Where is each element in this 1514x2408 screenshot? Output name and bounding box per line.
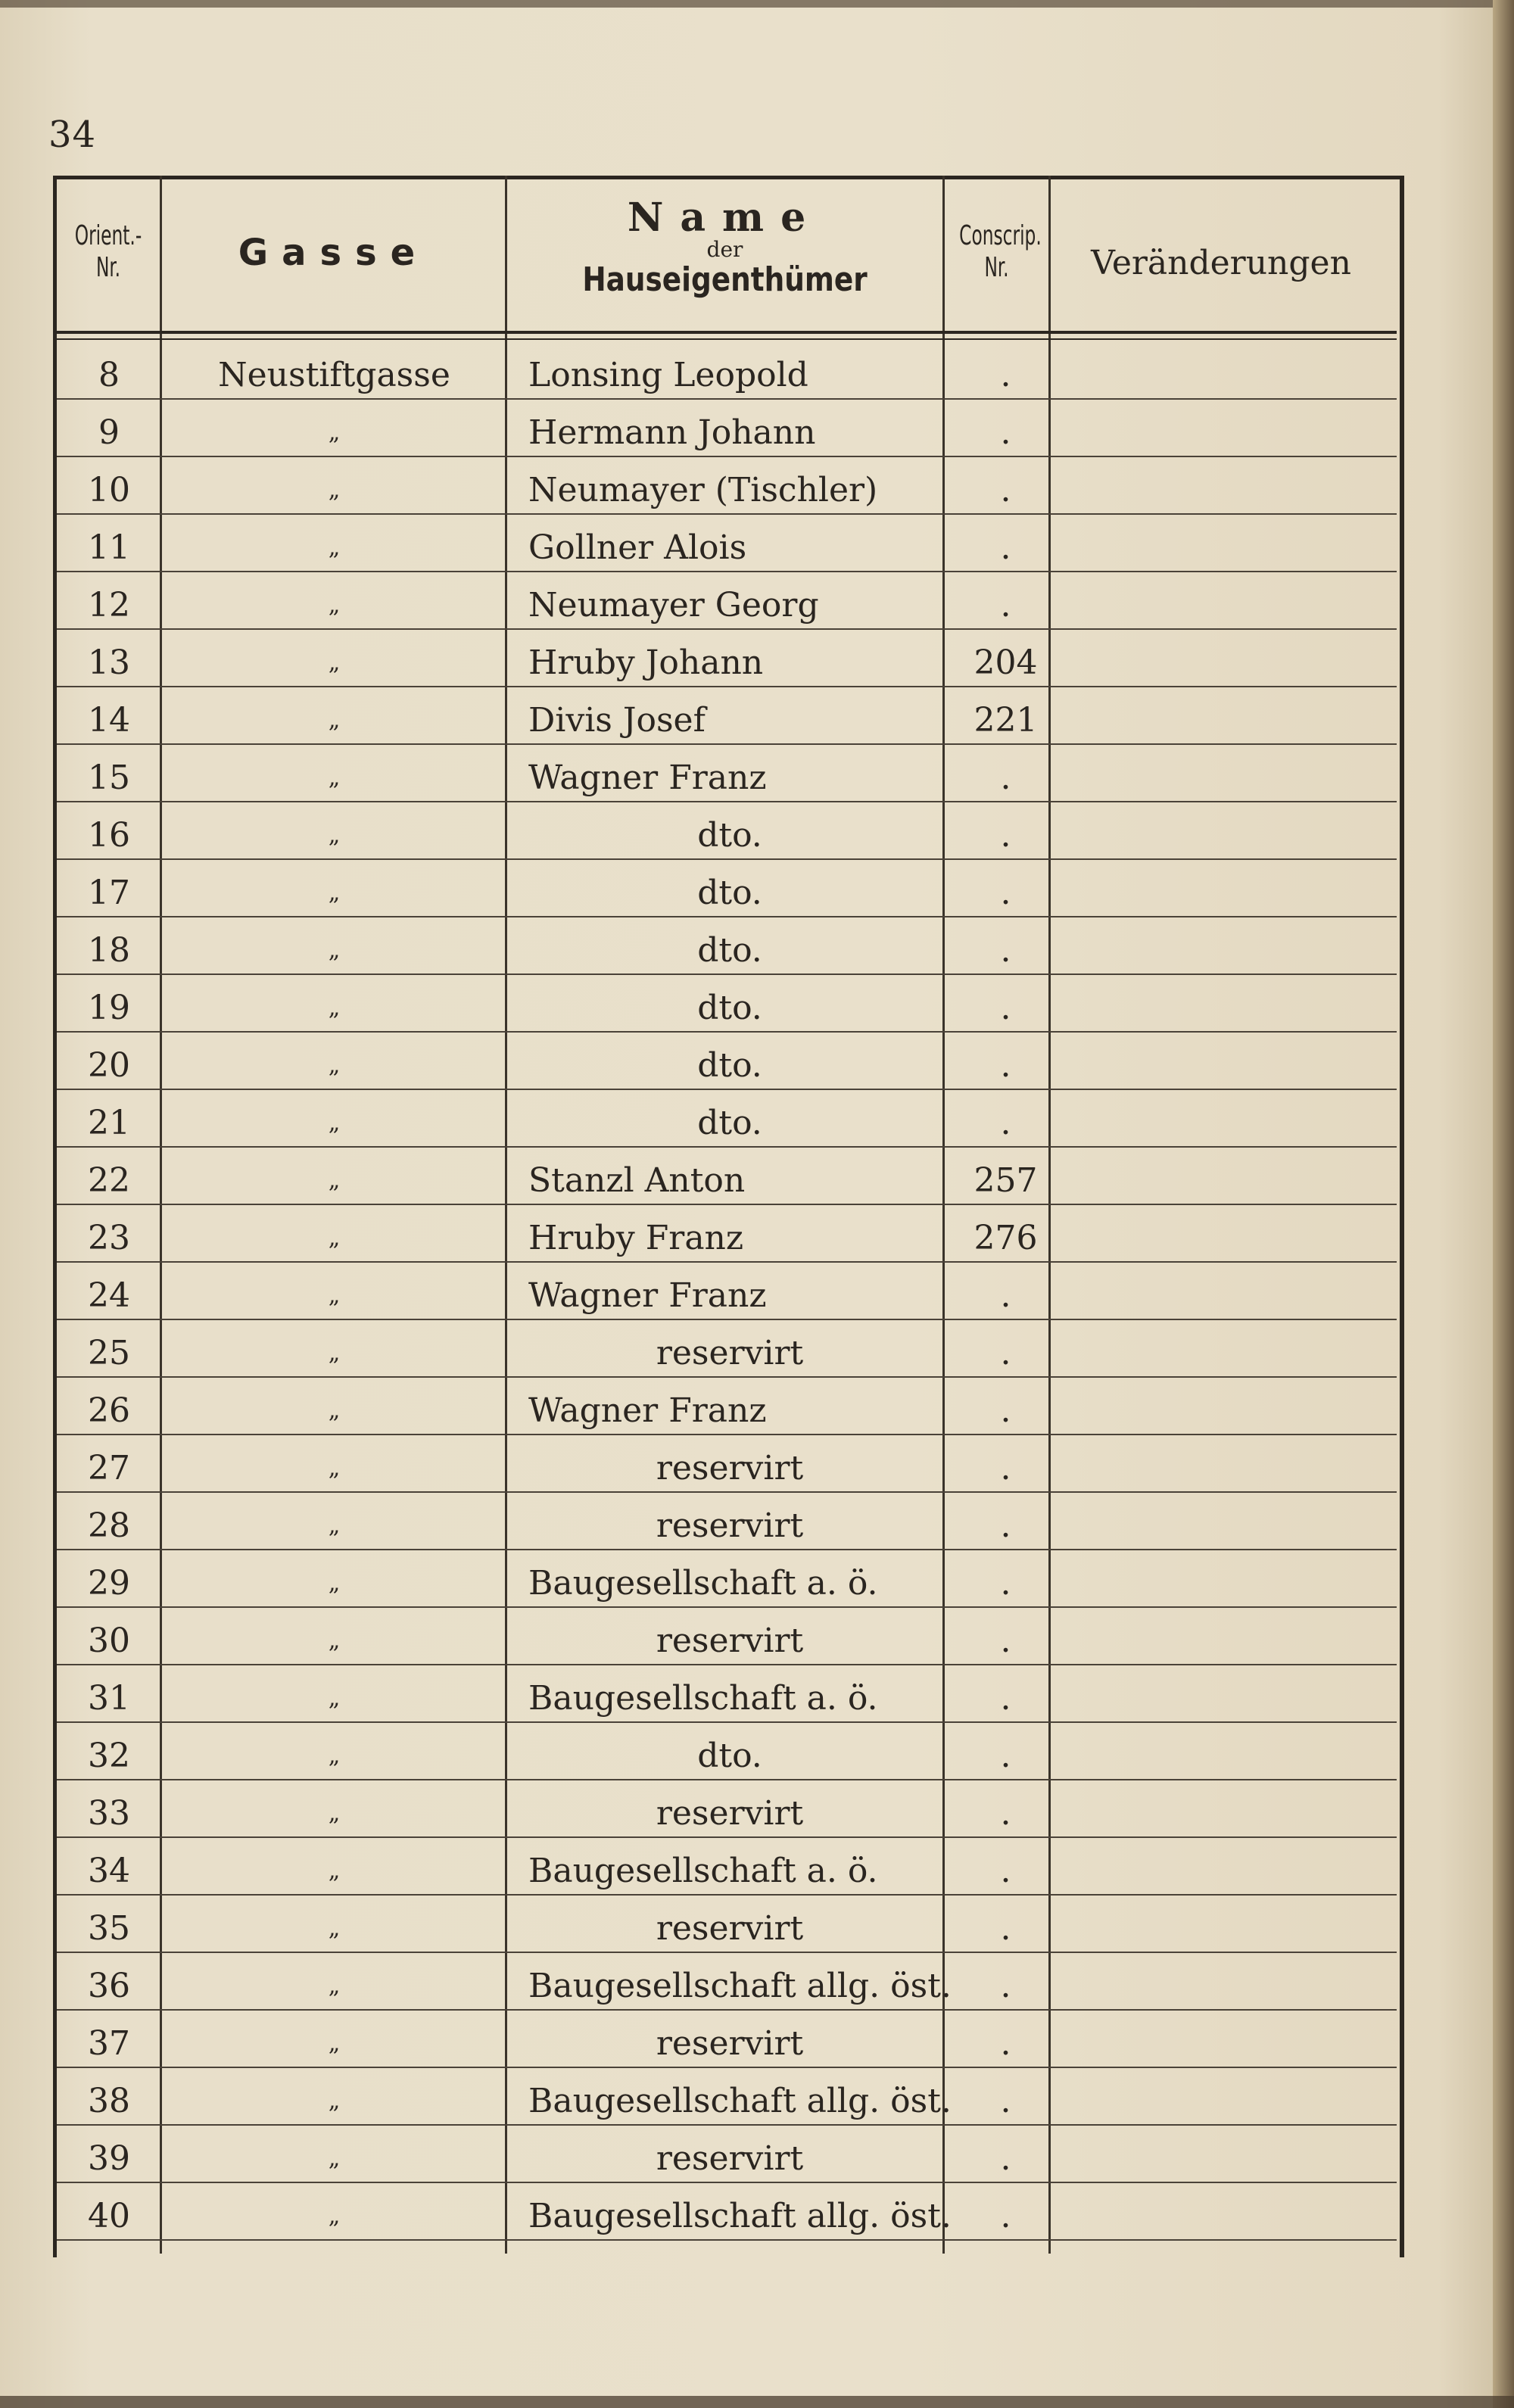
cell-veraenderungen <box>1059 1723 1397 1779</box>
cell-owner-name: Hermann Johann <box>528 413 816 452</box>
cell-conscrip-nr: . <box>1000 2197 1011 2235</box>
cell-gasse: „ <box>328 2203 341 2229</box>
cell-owner-name: dto. <box>697 1046 762 1085</box>
header-orient <box>71 220 145 283</box>
cell-owner-name: Wagner Franz <box>528 1391 767 1430</box>
cell-veraenderungen <box>1059 1953 1397 2009</box>
table-row <box>57 1723 1397 1780</box>
cell-owner-name: Wagner Franz <box>528 1276 767 1315</box>
cell-conscrip-nr: . <box>1000 1679 1011 1718</box>
cell-gasse: „ <box>328 1052 341 1079</box>
cell-gasse: „ <box>328 765 341 791</box>
cell-veraenderungen <box>1059 1780 1397 1836</box>
table-row <box>57 457 1397 515</box>
cell-gasse: „ <box>328 1512 341 1539</box>
cell-orient-nr: 12 <box>88 586 130 625</box>
cell-veraenderungen <box>1059 1033 1397 1089</box>
table-row <box>57 975 1397 1033</box>
cell-orient-nr: 14 <box>88 701 130 740</box>
cell-gasse: „ <box>328 1397 341 1424</box>
table-row <box>57 917 1397 975</box>
cell-veraenderungen <box>1059 2126 1397 2182</box>
cell-veraenderungen <box>1059 1090 1397 1146</box>
cell-orient-nr: 39 <box>88 2139 130 2178</box>
table-row <box>57 342 1397 400</box>
cell-veraenderungen <box>1059 1896 1397 1952</box>
cell-conscrip-nr: . <box>1000 1391 1011 1430</box>
cell-owner-name: Baugesellschaft allg. öst. <box>528 1967 952 2005</box>
cell-orient-nr: 40 <box>88 2197 130 2235</box>
cell-orient-nr: 8 <box>98 356 120 394</box>
cell-conscrip-nr: . <box>1000 356 1011 394</box>
table-row <box>57 1896 1397 1953</box>
cell-gasse: „ <box>328 1570 341 1597</box>
page-right-edge <box>1493 0 1514 2408</box>
cell-veraenderungen <box>1059 1608 1397 1664</box>
cell-veraenderungen <box>1059 745 1397 801</box>
cell-conscrip-nr: . <box>1000 1449 1011 1487</box>
cell-gasse: „ <box>328 822 341 849</box>
cell-veraenderungen <box>1059 1838 1397 1894</box>
cell-conscrip-nr: . <box>1000 759 1011 797</box>
cell-conscrip-nr: . <box>1000 1276 1011 1315</box>
cell-gasse: „ <box>328 1455 341 1481</box>
cell-owner-name: Hruby Johann <box>528 643 764 682</box>
cell-veraenderungen <box>1059 1320 1397 1376</box>
table-row <box>57 1550 1397 1608</box>
cell-orient-nr: 10 <box>88 471 130 509</box>
header-conscrip-line1: Conscrip. <box>959 220 1042 251</box>
cell-conscrip-nr: . <box>1000 1564 1011 1603</box>
cell-conscrip-nr: . <box>1000 1104 1011 1142</box>
table-row <box>57 515 1397 572</box>
cell-owner-name: Baugesellschaft allg. öst. <box>528 2082 952 2120</box>
cell-conscrip-nr: . <box>1000 1334 1011 1372</box>
table-row <box>57 572 1397 630</box>
cell-owner-name: dto. <box>697 931 762 970</box>
cell-veraenderungen <box>1059 1435 1397 1491</box>
page-number: 34 <box>48 114 97 156</box>
cell-gasse: „ <box>328 1225 341 1251</box>
cell-owner-name: Hruby Franz <box>528 1219 744 1257</box>
header-name-line3: Hauseigenthümer <box>582 260 868 299</box>
cell-orient-nr: 21 <box>88 1104 130 1142</box>
cell-owner-name: reservirt <box>656 2139 804 2178</box>
table-row <box>57 1263 1397 1320</box>
cell-conscrip-nr: . <box>1000 931 1011 970</box>
cell-orient-nr: 38 <box>88 2082 130 2120</box>
cell-gasse: „ <box>328 1858 341 1884</box>
header-name-line1: Name <box>627 195 823 241</box>
cell-veraenderungen <box>1059 2068 1397 2124</box>
cell-orient-nr: 34 <box>88 1852 130 1890</box>
table-row <box>57 1838 1397 1896</box>
cell-owner-name: Baugesellschaft a. ö. <box>528 1564 878 1603</box>
table-row <box>57 860 1397 917</box>
cell-veraenderungen <box>1059 572 1397 628</box>
cell-owner-name: reservirt <box>656 1449 804 1487</box>
table-row <box>57 1320 1397 1378</box>
table-row <box>57 802 1397 860</box>
cell-conscrip-nr: . <box>1000 1967 1011 2005</box>
cell-orient-nr: 25 <box>88 1334 130 1372</box>
cell-owner-name: reservirt <box>656 2024 804 2063</box>
header-name <box>507 195 942 299</box>
cell-owner-name: Neumayer Georg <box>528 586 819 625</box>
cell-orient-nr: 33 <box>88 1794 130 1833</box>
cell-gasse: „ <box>328 880 341 906</box>
cell-orient-nr: 28 <box>88 1506 130 1545</box>
cell-conscrip-nr: . <box>1000 1909 1011 1948</box>
cell-owner-name: reservirt <box>656 1334 804 1372</box>
table-row <box>57 1780 1397 1838</box>
cell-veraenderungen <box>1059 1665 1397 1721</box>
cell-orient-nr: 17 <box>88 874 130 912</box>
cell-gasse: „ <box>328 1800 341 1827</box>
cell-conscrip-nr: . <box>1000 1506 1011 1545</box>
cell-conscrip-nr: . <box>1000 1621 1011 1660</box>
cell-gasse: „ <box>328 1110 341 1136</box>
cell-owner-name: reservirt <box>656 1909 804 1948</box>
cell-gasse: „ <box>328 477 341 503</box>
cell-orient-nr: 26 <box>88 1391 130 1430</box>
table-row <box>57 2126 1397 2183</box>
cell-veraenderungen <box>1059 1378 1397 1434</box>
cell-orient-nr: 30 <box>88 1621 130 1660</box>
cell-gasse: „ <box>328 419 341 446</box>
cell-veraenderungen <box>1059 1148 1397 1204</box>
cell-orient-nr: 27 <box>88 1449 130 1487</box>
cell-owner-name: Wagner Franz <box>528 759 767 797</box>
cell-owner-name: reservirt <box>656 1794 804 1833</box>
cell-owner-name: dto. <box>697 989 762 1027</box>
cell-owner-name: Lonsing Leopold <box>528 356 808 394</box>
cell-gasse: Neustiftgasse <box>218 356 450 394</box>
cell-gasse: „ <box>328 1167 341 1194</box>
cell-orient-nr: 32 <box>88 1737 130 1775</box>
table-row <box>57 2068 1397 2126</box>
header-orient-line1: Orient.- <box>74 220 142 251</box>
cell-conscrip-nr: . <box>1000 413 1011 452</box>
cell-owner-name: Neumayer (Tischler) <box>528 471 878 509</box>
cell-orient-nr: 19 <box>88 989 130 1027</box>
cell-owner-name: reservirt <box>656 1506 804 1545</box>
cell-gasse: „ <box>328 592 341 618</box>
cell-orient-nr: 11 <box>88 528 130 567</box>
table-row <box>57 745 1397 802</box>
cell-orient-nr: 15 <box>88 759 130 797</box>
cell-orient-nr: 36 <box>88 1967 130 2005</box>
cell-veraenderungen <box>1059 917 1397 973</box>
cell-conscrip-nr: . <box>1000 1852 1011 1890</box>
cell-orient-nr: 16 <box>88 816 130 855</box>
cell-owner-name: Divis Josef <box>528 701 706 740</box>
cell-conscrip-nr: 204 <box>974 643 1038 682</box>
table-row <box>57 1378 1397 1435</box>
cell-orient-nr: 22 <box>88 1161 130 1200</box>
cell-gasse: „ <box>328 650 341 676</box>
cell-veraenderungen <box>1059 457 1397 513</box>
cell-owner-name: Baugesellschaft a. ö. <box>528 1852 878 1890</box>
table-row <box>57 1665 1397 1723</box>
cell-owner-name: Baugesellschaft allg. öst. <box>528 2197 952 2235</box>
cell-gasse: „ <box>328 1685 341 1712</box>
cell-veraenderungen <box>1059 1493 1397 1549</box>
cell-orient-nr: 9 <box>98 413 120 452</box>
cell-gasse: „ <box>328 937 341 964</box>
cell-orient-nr: 13 <box>88 643 130 682</box>
cell-conscrip-nr: . <box>1000 471 1011 509</box>
cell-conscrip-nr: . <box>1000 989 1011 1027</box>
cell-veraenderungen <box>1059 400 1397 456</box>
cell-veraenderungen <box>1059 860 1397 916</box>
cell-veraenderungen <box>1059 975 1397 1031</box>
cell-conscrip-nr: . <box>1000 1737 1011 1775</box>
cell-orient-nr: 37 <box>88 2024 130 2063</box>
cell-gasse: „ <box>328 2088 341 2114</box>
cell-conscrip-nr: . <box>1000 1046 1011 1085</box>
header-rule-bottom <box>57 338 1397 340</box>
cell-orient-nr: 23 <box>88 1219 130 1257</box>
cell-orient-nr: 35 <box>88 1909 130 1948</box>
header-conscrip <box>959 220 1042 283</box>
cell-gasse: „ <box>328 1743 341 1769</box>
cell-veraenderungen <box>1059 2011 1397 2067</box>
cell-gasse: „ <box>328 1340 341 1366</box>
cell-owner-name: dto. <box>697 1737 762 1775</box>
table-row <box>57 630 1397 687</box>
cell-conscrip-nr: . <box>1000 874 1011 912</box>
cell-orient-nr: 18 <box>88 931 130 970</box>
cell-veraenderungen <box>1059 630 1397 686</box>
table-body <box>57 342 1397 2241</box>
cell-gasse: „ <box>328 1915 341 1942</box>
cell-gasse: „ <box>328 1628 341 1654</box>
table-row <box>57 1608 1397 1665</box>
cell-conscrip-nr: 221 <box>974 701 1038 740</box>
cell-orient-nr: 20 <box>88 1046 130 1085</box>
table-row <box>57 1435 1397 1493</box>
cell-gasse: „ <box>328 1973 341 1999</box>
cell-conscrip-nr: . <box>1000 528 1011 567</box>
table-row <box>57 400 1397 457</box>
cell-veraenderungen <box>1059 515 1397 571</box>
table-row <box>57 1090 1397 1148</box>
cell-conscrip-nr: . <box>1000 2139 1011 2178</box>
cell-veraenderungen <box>1059 342 1397 398</box>
cell-conscrip-nr: . <box>1000 2082 1011 2120</box>
cell-orient-nr: 24 <box>88 1276 130 1315</box>
cell-orient-nr: 31 <box>88 1679 130 1718</box>
cell-owner-name: reservirt <box>656 1621 804 1660</box>
cell-owner-name: dto. <box>697 874 762 912</box>
header-name-line2: der <box>706 237 743 262</box>
table-row <box>57 687 1397 745</box>
cell-veraenderungen <box>1059 687 1397 743</box>
header-conscrip-line2: Nr. <box>984 252 1009 283</box>
cell-owner-name: dto. <box>697 816 762 855</box>
table-row <box>57 2183 1397 2241</box>
header-gasse: Gasse <box>238 232 429 274</box>
cell-gasse: „ <box>328 1282 341 1309</box>
cell-owner-name: Gollner Alois <box>528 528 747 567</box>
cell-conscrip-nr: . <box>1000 2024 1011 2063</box>
page-top-edge <box>0 0 1514 8</box>
table-row <box>57 1033 1397 1090</box>
cell-owner-name: Baugesellschaft a. ö. <box>528 1679 878 1718</box>
cell-orient-nr: 29 <box>88 1564 130 1603</box>
cell-veraenderungen <box>1059 1263 1397 1319</box>
table-row <box>57 2011 1397 2068</box>
cell-veraenderungen <box>1059 1550 1397 1606</box>
table-row <box>57 1953 1397 2011</box>
table-row <box>57 1493 1397 1550</box>
header-rule-top <box>57 331 1397 334</box>
cell-conscrip-nr: 257 <box>974 1161 1038 1200</box>
cell-conscrip-nr: 276 <box>974 1219 1038 1257</box>
cell-conscrip-nr: . <box>1000 1794 1011 1833</box>
cell-veraenderungen <box>1059 2183 1397 2239</box>
cell-veraenderungen <box>1059 802 1397 858</box>
cell-gasse: „ <box>328 707 341 734</box>
cell-gasse: „ <box>328 2145 341 2172</box>
header-orient-line2: Nr. <box>95 252 121 283</box>
page-bottom-edge <box>0 2396 1514 2408</box>
cell-gasse: „ <box>328 2030 341 2057</box>
cell-owner-name: Stanzl Anton <box>528 1161 746 1200</box>
table-row <box>57 1205 1397 1263</box>
cell-conscrip-nr: . <box>1000 816 1011 855</box>
cell-gasse: „ <box>328 534 341 561</box>
cell-conscrip-nr: . <box>1000 586 1011 625</box>
cell-gasse: „ <box>328 995 341 1021</box>
table-row <box>57 1148 1397 1205</box>
cell-veraenderungen <box>1059 1205 1397 1261</box>
header-veraenderungen: Veränderungen <box>1091 244 1351 282</box>
cell-owner-name: dto. <box>697 1104 762 1142</box>
